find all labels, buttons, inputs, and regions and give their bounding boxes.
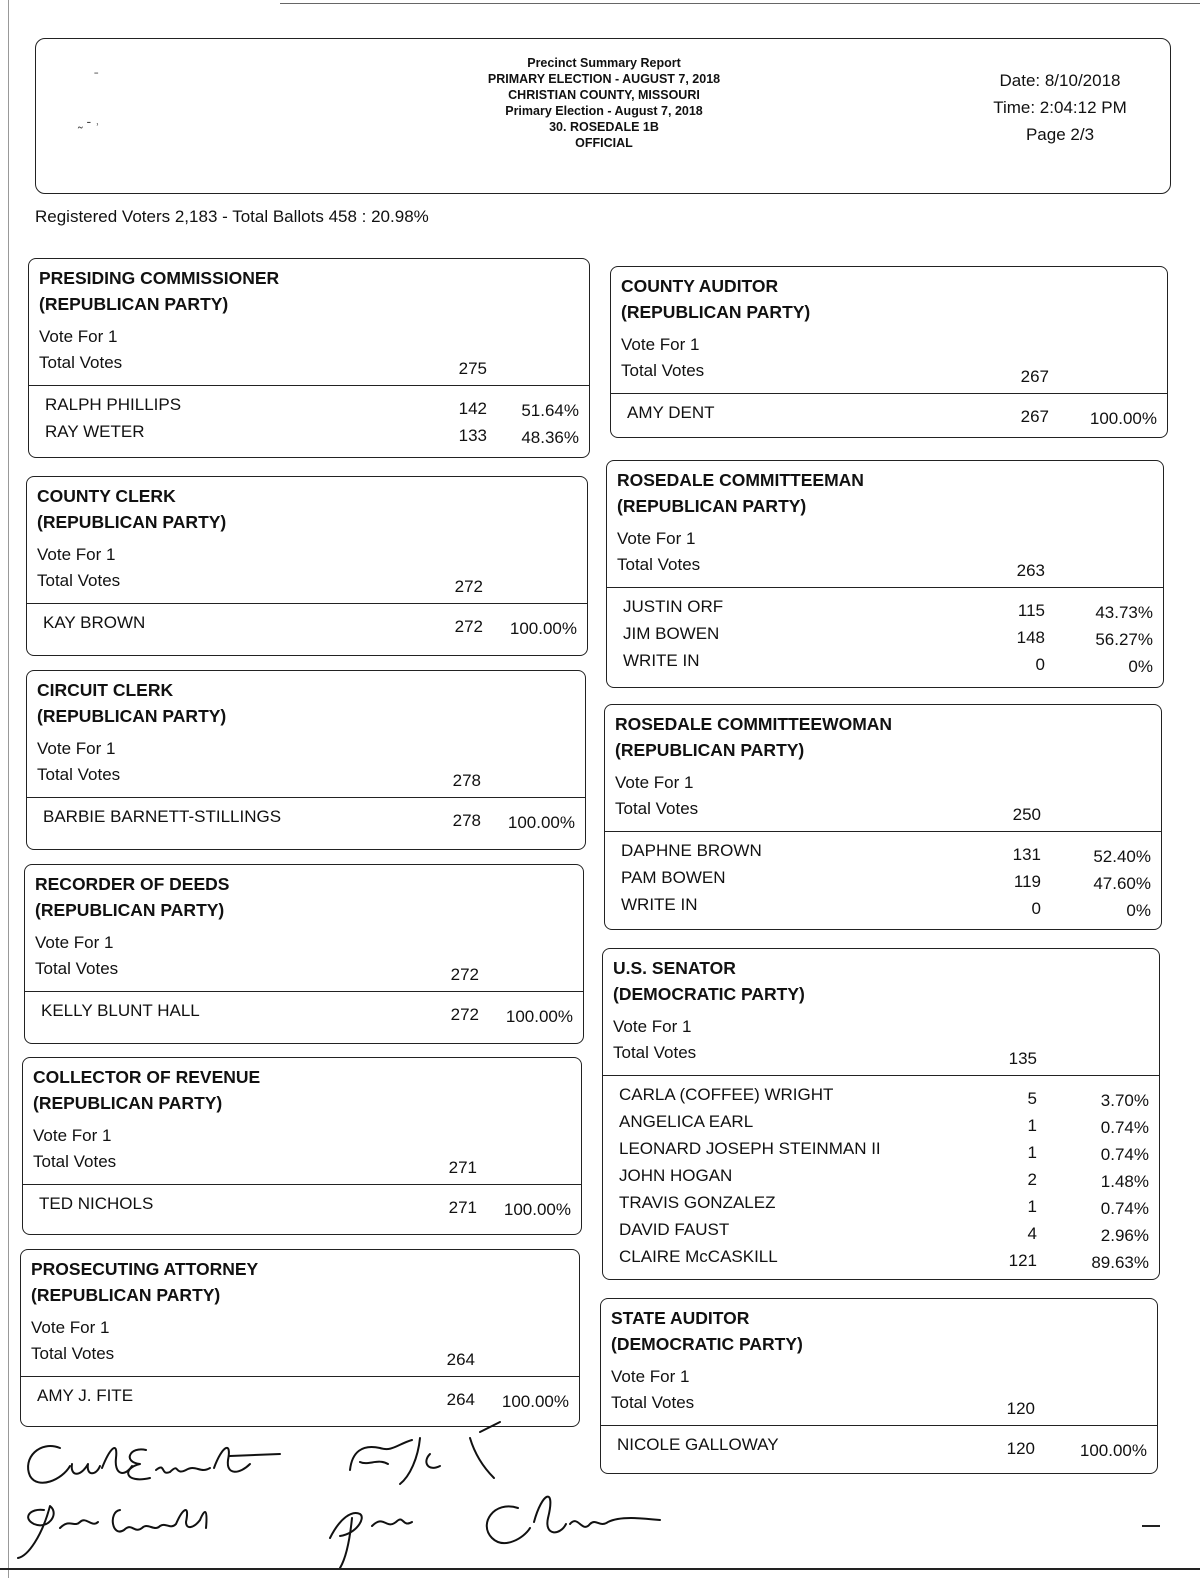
candidate-name: AMY DENT [627,403,715,422]
candidate-row [27,807,585,833]
candidate-votes: 133 [458,426,487,445]
party-name: (REPUBLICAN PARTY) [37,512,227,532]
candidate-votes: 2 [1027,1170,1037,1189]
report-status: OFFICIAL [575,136,633,150]
race-title [611,1305,803,1357]
candidate-percent: 89.63% [1091,1253,1149,1272]
election-name: PRIMARY ELECTION - AUGUST 7, 2018 [487,72,721,86]
race-title [615,711,892,763]
candidate-name: JIM BOWEN [623,624,720,643]
race-title [35,871,229,923]
report-meta [960,67,1160,148]
total-votes-value: 120 [1006,1399,1035,1418]
divider [25,991,583,992]
candidate-votes: 120 [1006,1439,1035,1458]
race-title [37,483,226,535]
candidate-name: ANGELICA EARL [619,1112,754,1131]
candidate-percent: 51.64% [521,401,579,420]
candidate-row [603,1139,1159,1165]
candidate-votes: 121 [1008,1251,1037,1270]
candidate-percent: 100.00% [507,813,575,832]
total-votes-value: 272 [454,577,483,596]
candidate-name: WRITE IN [623,651,700,670]
candidate-row [605,868,1161,894]
candidate-row [21,1386,579,1412]
candidate-name: RAY WETER [45,422,145,441]
office-name: ROSEDALE COMMITTEEMAN [617,470,864,490]
election-subtitle: Primary Election - August 7, 2018 [505,104,703,118]
vote-for-label: Vote For 1 [611,1367,690,1386]
vote-for-label: Vote For 1 [33,1126,112,1145]
signature-lin-russell [18,1506,207,1558]
vote-for-label: Vote For 1 [35,933,114,952]
total-votes-label: Total Votes [621,361,705,380]
report-date: Date: 8/10/2018 [999,71,1121,90]
total-votes-label: Total Votes [33,1152,117,1171]
candidate-percent: 100.00% [503,1200,571,1219]
divider [23,1184,581,1185]
candidate-percent: 0.74% [1100,1199,1149,1218]
candidate-votes: 131 [1012,845,1041,864]
total-votes-label: Total Votes [39,353,123,372]
office-name: RECORDER OF DEEDS [35,874,230,894]
office-name: COLLECTOR OF REVENUE [33,1067,261,1087]
office-name: COUNTY CLERK [37,486,176,506]
candidate-row [603,1193,1159,1219]
divider [611,393,1167,394]
total-votes-label: Total Votes [37,571,121,590]
candidate-percent: 56.27% [1095,630,1153,649]
total-votes-label: Total Votes [617,555,701,574]
candidate-percent: 1.48% [1100,1172,1149,1191]
vote-for-label: Vote For 1 [615,773,694,792]
vote-for-label: Vote For 1 [37,545,116,564]
county-name: CHRISTIAN COUNTY, MISSOURI [508,88,700,102]
race-box-9 [602,948,1160,1280]
total-votes-label: Total Votes [37,765,121,784]
total-votes-value: 264 [446,1350,475,1369]
total-votes-label: Total Votes [611,1393,695,1412]
signature-linda-clayton [487,1497,660,1543]
vote-for-label: Vote For 1 [39,327,118,346]
scan-speck: ˷ ‐ ˒ [78,113,100,129]
candidate-row [611,403,1167,429]
race-box-5 [20,1249,580,1427]
race-box-6 [610,266,1168,438]
candidate-percent: 0.74% [1100,1145,1149,1164]
candidate-row [29,395,589,421]
office-name: STATE AUDITOR [611,1308,750,1328]
candidate-name: KELLY BLUNT HALL [41,1001,200,1020]
candidate-name: DAVID FAUST [619,1220,730,1239]
candidate-votes: 271 [448,1198,477,1217]
candidate-name: WRITE IN [621,895,698,914]
race-box-1 [26,476,588,656]
candidate-votes: 267 [1020,407,1049,426]
office-name: ROSEDALE COMMITTEEWOMAN [615,714,893,734]
candidate-row [607,597,1163,623]
party-name: (REPUBLICAN PARTY) [35,900,225,920]
total-votes-label: Total Votes [31,1344,115,1363]
vote-for-label: Vote For 1 [617,529,696,548]
candidate-votes: 1 [1027,1116,1037,1135]
report-time: Time: 2:04:12 PM [993,98,1127,117]
party-name: (REPUBLICAN PARTY) [33,1093,223,1113]
race-box-4 [22,1057,582,1235]
report-title: Precinct Summary Report [527,56,681,70]
race-title [37,677,226,729]
candidate-name: BARBIE BARNETT-STILLINGS [43,807,282,826]
candidate-name: TED NICHOLS [39,1194,154,1213]
candidate-percent: 100.00% [509,619,577,638]
candidate-percent: 100.00% [1079,1441,1147,1460]
candidate-percent: 0% [1128,657,1153,676]
candidate-row [605,841,1161,867]
race-title [31,1256,258,1308]
candidate-row [23,1194,581,1220]
candidate-votes: 5 [1027,1089,1037,1108]
candidate-name: DAPHNE BROWN [621,841,762,860]
divider [607,587,1163,588]
total-votes-value: 275 [458,359,487,378]
office-name: COUNTY AUDITOR [621,276,779,296]
office-name: U.S. SENATOR [613,958,736,978]
candidate-votes: 119 [1013,872,1041,891]
party-name: (REPUBLICAN PARTY) [37,706,227,726]
candidate-name: RALPH PHILLIPS [45,395,182,414]
office-name: CIRCUIT CLERK [37,680,174,700]
candidate-percent: 100.00% [501,1392,569,1411]
vote-for-label: Vote For 1 [37,739,116,758]
candidate-votes: 272 [450,1005,479,1024]
candidate-name: JUSTIN ORF [623,597,724,616]
page-edge-top [280,3,1200,4]
signature-middle-initials [330,1422,500,1568]
signatures [0,1418,700,1568]
candidate-row [603,1166,1159,1192]
office-name: PRESIDING COMMISSIONER [39,268,280,288]
vote-for-label: Vote For 1 [613,1017,692,1036]
candidate-row [603,1247,1159,1273]
candidate-votes: 115 [1017,601,1045,620]
party-name: (REPUBLICAN PARTY) [615,740,805,760]
candidate-percent: 52.40% [1093,847,1151,866]
candidate-row [607,624,1163,650]
candidate-row [25,1001,583,1027]
candidate-row [603,1220,1159,1246]
candidate-name: CARLA (COFFEE) WRIGHT [619,1085,834,1104]
race-title [613,955,805,1007]
candidate-name: NICOLE GALLOWAY [617,1435,779,1454]
office-name: PROSECUTING ATTORNEY [31,1259,259,1279]
candidate-votes: 272 [454,617,483,636]
candidate-percent: 0.74% [1100,1118,1149,1137]
candidate-row [607,651,1163,677]
candidate-votes: 142 [458,399,487,418]
candidate-name: CLAIRE McCASKILL [619,1247,778,1266]
candidate-votes: 278 [452,811,481,830]
candidate-percent: 100.00% [505,1007,573,1026]
total-votes-value: 267 [1020,367,1049,386]
candidate-votes: 1 [1027,1143,1037,1162]
candidate-percent: 43.73% [1095,603,1153,622]
candidate-percent: 2.96% [1100,1226,1149,1245]
total-votes-label: Total Votes [35,959,119,978]
candidate-votes: 4 [1027,1224,1037,1243]
divider [27,603,587,604]
candidate-name: AMY J. FITE [37,1386,134,1405]
candidate-row [27,613,587,639]
divider [21,1376,579,1377]
total-votes-value: 135 [1008,1049,1037,1068]
candidate-row [29,422,589,448]
candidate-votes: 1 [1027,1197,1037,1216]
candidate-percent: 47.60% [1093,874,1151,893]
vote-for-label: Vote For 1 [621,335,700,354]
stray-mark [1142,1525,1160,1527]
candidate-name: LEONARD JOSEPH STEINMAN II [619,1139,881,1158]
race-title [39,265,279,317]
candidate-row [603,1085,1159,1111]
scan-speck: ˉ [94,69,99,85]
candidate-votes: 0 [1031,899,1041,918]
party-name: (REPUBLICAN PARTY) [617,496,807,516]
race-title [33,1064,260,1116]
party-name: (REPUBLICAN PARTY) [31,1285,221,1305]
party-name: (REPUBLICAN PARTY) [621,302,811,322]
race-box-7 [606,460,1164,688]
party-name: (DEMOCRATIC PARTY) [613,984,805,1004]
total-votes-label: Total Votes [613,1043,697,1062]
candidate-percent: 3.70% [1100,1091,1149,1110]
candidate-votes: 148 [1016,628,1045,647]
candidate-name: KAY BROWN [43,613,146,632]
candidate-votes: 264 [446,1390,475,1409]
signature-carl-essert [28,1446,280,1483]
party-name: (REPUBLICAN PARTY) [39,294,229,314]
candidate-name: TRAVIS GONZALEZ [619,1193,776,1212]
report-header [35,38,1171,194]
race-title [621,273,810,325]
candidate-name: JOHN HOGAN [619,1166,733,1185]
divider [27,797,585,798]
race-box-0 [28,258,590,458]
total-votes-value: 278 [452,771,481,790]
candidate-row [605,895,1161,921]
candidate-votes: 0 [1035,655,1045,674]
candidate-percent: 48.36% [521,428,579,447]
vote-for-label: Vote For 1 [31,1318,110,1337]
candidate-row [603,1112,1159,1138]
race-box-3 [24,864,584,1044]
candidate-percent: 0% [1126,901,1151,920]
total-votes-value: 271 [448,1158,477,1177]
registered-voters-line: Registered Voters 2,183 - Total Ballots 458 : 20.98% [35,207,429,226]
total-votes-value: 250 [1012,805,1041,824]
total-votes-value: 272 [450,965,479,984]
page-edge-bottom [0,1568,1200,1570]
candidate-percent: 100.00% [1089,409,1157,428]
divider [29,385,589,386]
divider [603,1075,1159,1076]
candidate-name: PAM BOWEN [621,868,726,887]
page-edge-left [8,0,9,1578]
page-number: Page 2/3 [1025,125,1095,144]
party-name: (DEMOCRATIC PARTY) [611,1334,803,1354]
race-box-2 [26,670,586,850]
total-votes-label: Total Votes [615,799,699,818]
divider [605,831,1161,832]
race-box-8 [604,704,1162,930]
race-title [617,467,864,519]
total-votes-value: 263 [1016,561,1045,580]
precinct-name: 30. ROSEDALE 1B [549,120,659,134]
